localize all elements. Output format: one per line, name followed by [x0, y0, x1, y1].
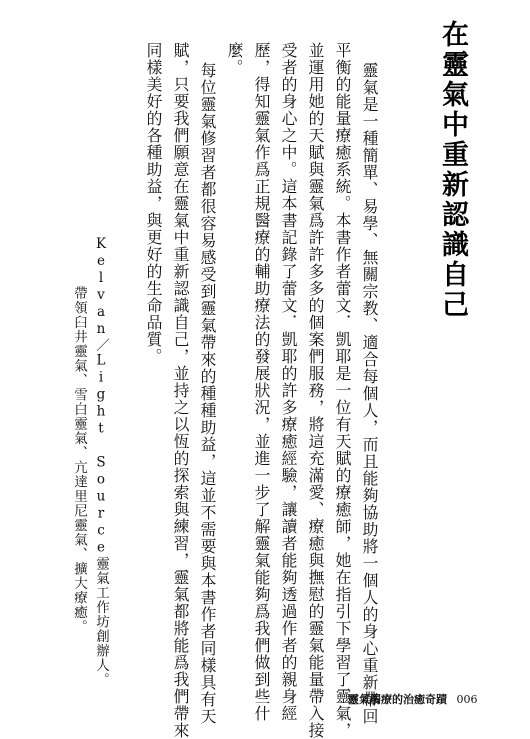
signature-line-2: 帶領臼井靈氣、雪白靈氣、亢達里尼靈氣、擴大療癒。: [71, 286, 87, 634]
page-title: 在靈氣中重新認識自己: [437, 20, 468, 320]
paragraph-2-line-2: 賦，只要我們願意在靈氣中重新認識自己，並持之以恆的探索與練習，靈氣都將能爲我們帶來: [171, 42, 190, 739]
paragraph-1-line-1: 靈氣是一種簡單、易學、無關宗教、適合每個人，而且能夠協助將一個人的身心重新帶回: [360, 62, 379, 725]
paragraph-1-line-4: 受者的身心之中。這本書記錄了蕾文．凱耶的許多療癒經驗，讓讀者能夠透過作者的親身經: [279, 42, 298, 722]
paragraph-1-line-3: 並運用她的天賦與靈氣爲許許多多的個案們服務，將這充滿愛、療癒與撫慰的靈氣能量帶入接: [306, 42, 325, 739]
paragraph-2-line-1: 每位靈氣修習者都很容易感受到靈氣帶來的種種助益，這並不需要與本書作者同樣具有天: [198, 62, 217, 725]
page-footer: [348, 691, 478, 707]
page-number: 006: [456, 693, 478, 706]
paragraph-2-line-3: 同樣美好的各種助益，與更好的生命品質。: [144, 42, 163, 365]
signature-line-1: Kelvan／Light Source靈氣工作坊創辦人。: [93, 236, 109, 687]
paragraph-1-line-2: 平衡的能量療癒系統。本書作者蕾文．凱耶是一位有天賦的療癒師，她在指引下學習了靈氣，: [333, 42, 352, 739]
paragraph-1-line-5: 歷，得知靈氣作爲正規醫療的輔助療法的發展狀況，並進一步了解靈氣能夠爲我們做到些什: [252, 42, 271, 722]
footer-book-title: 靈氣觸療的治癒奇蹟: [348, 693, 447, 706]
paragraph-1-line-6: 麼。: [225, 42, 244, 76]
